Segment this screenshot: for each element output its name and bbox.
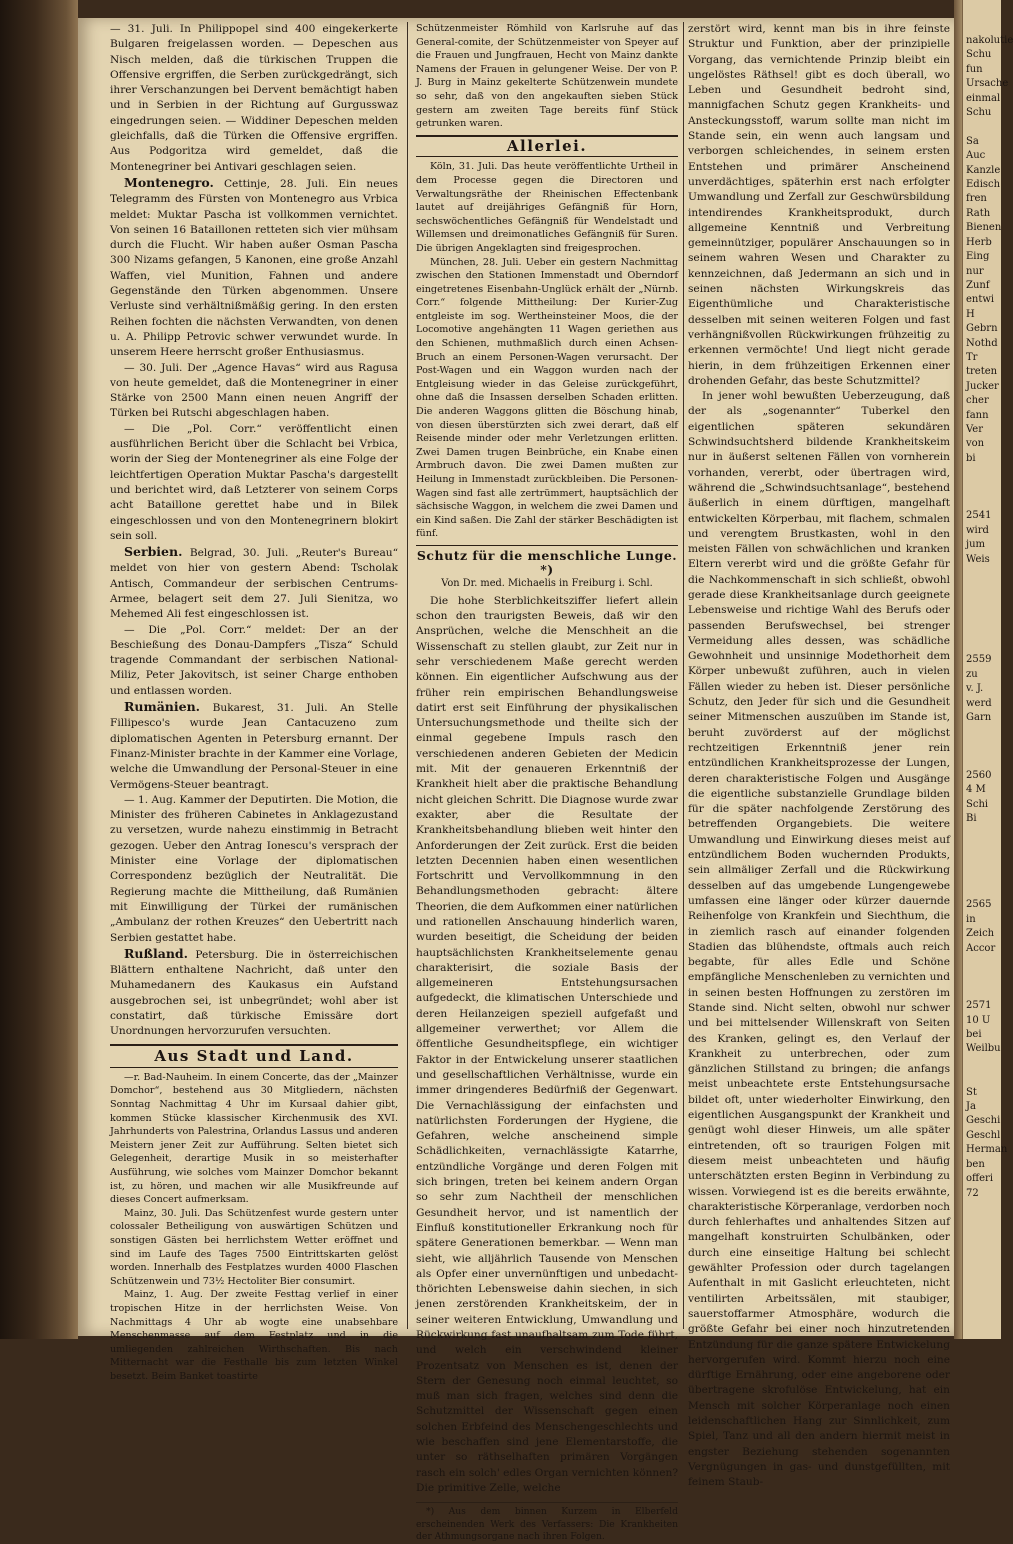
news-paragraph: —r. Bad-Nauheim. In einem Concerte, das der „Mainzer Domchor“, bestehend aus 30 Mitgliedern, nächsten Sonntag Nachmittag 4 Uhr im Kursaal dahier gibt, kommen Stücke klassischer Kirchenmusik des XVI. Jahrhunderts von Palestrina, Orlandus Lassus und anderen Meistern jener Zeit zur Aufführung. Selten bietet sich Gelegenheit, derartige Musik in so meisterhafter Ausführung, wie solches vom Mainzer Domchor bekannt ist, zu hören, und machen wir alle Musikfreunde auf dieses Concert aufmerksam. [110,1071,398,1206]
article-title: Schutz für die menschliche Lunge. *) [416,545,678,576]
footnote: *) Aus dem binnen Kurzem in Elberfeld erscheinenden Werk des Verfassers: Die Krankheiten der Athmungsorgane nach ihren Folgen. [416,1502,678,1544]
next-page-strip [962,0,1013,1339]
next-page-fragment: Geschi [966,1115,1001,1127]
next-page-fragment [963,985,1001,999]
next-page-fragment: Schi [966,798,989,810]
next-page-fragment: 2560 [966,769,992,781]
next-page-fragment: jum [966,539,986,551]
news-paragraph [110,544,398,622]
next-page-fragment [963,855,1001,869]
next-page-fragment: Geschl [966,1129,1001,1141]
news-paragraph [110,946,398,1040]
next-page-fragment: 2559 [966,654,992,666]
next-page-fragment: 2541 [966,510,992,522]
next-page-fragment [963,639,1001,653]
next-page-fragment: Accor [966,942,996,954]
next-page-fragment [963,870,1001,884]
news-paragraph: — Die „Pol. Corr.“ veröffentlicht einen ausführlichen Bericht über die Schlacht bei Vrbica, worin der Sieg der Montenegriner als eine Folge der leichtfertigen Operation Muktar Pascha's dargestellt und berichtet wird, daß Letzterer von seinem Corps acht Bataillone gerettet habe und in Bilek eingeschlossen und von den Montenegrinern blokirt sein soll. [110,422,398,542]
next-page-fragment: Eing [966,251,990,263]
next-page-fragment [963,1071,1001,1085]
next-page-fragment [963,581,1001,595]
next-page-fragment [963,970,1001,984]
section-heading: Allerlei. [416,135,678,158]
next-page-fragment [963,1057,1001,1071]
next-page-fragment: nur [966,265,984,277]
news-paragraph: Mainz, 30. Juli. Das Schützenfest wurde gestern unter colossaler Betheiligung von auswärtigen Schützen und sonstigen Gästen bei herrlichstem Wetter eröffnet und sind im Laufe des Tages 7500 Eintrittskarten gelöst worden. Innerhalb des Festplatzes wurden 4000 Flaschen Schützenwein und 73½ Hectoliter Bier consumirt. [110,1207,398,1287]
next-page-fragment [963,826,1001,840]
next-page-fragment: treten [966,366,998,378]
page-edge [954,0,962,1339]
news-paragraph: Schützenmeister Römhild von Karlsruhe auf das General-comite, der Schützenmeister von Speyer auf die Frauen und Jungfrauen, Hecht von Mainz dankte Namens der Frauen in gelungener Weise. Der von P. J. Burg in Mainz gekelterte Schützenwein mundete so sehr, daß von den angekauften sieben Stück gestern am zweiten Tage bereits fünf Stück getrunken waren. [416,23,678,130]
country-heading: Montenegro. [124,174,214,190]
next-page-fragment: offeri [966,1173,994,1185]
next-page-fragment: Ja [966,1101,976,1113]
next-page-fragment [963,610,1001,624]
country-heading: Rumänien. [124,699,201,715]
next-page-fragment: bei [966,1029,982,1041]
next-page-fragment: Herb [966,236,992,248]
news-paragraph: — Die „Pol. Corr.“ meldet: Der an der Beschießung des Donau-Dampfers „Tisza“ Schuld tragende Commandant der serbischen National-Miliz, Peter Jakovitsch, ist seiner Charge enthoben und entlassen worden. [110,623,398,697]
news-paragraph [110,175,398,361]
next-page-fragment [963,120,1001,134]
next-page-fragment: Jucker [966,380,999,392]
news-paragraph: Mainz, 1. Aug. Der zweite Festtag verlief in einer tropischen Hitze in der herrlichsten Weise. Von Nachmittags 4 Uhr ab wogte eine unabsehbare Menschenmasse auf dem Festplatz und in die umliegenden zahlreichen Wirthschaften. Bis nach Mitternacht war die Festhalle bis zum letzten Winkel besetzt. Beim Banket toastirte [110,1289,398,1382]
article-paragraph: Die hohe Sterblichkeitsziffer liefert allein schon den traurigsten Beweis, daß wir den Ansprüchen, welche die Menschheit an die Wissenschaft zu stellen glaubt, zur Zeit nur in sehr verschiedenem Maße gerecht werden können. Ein eigentlicher Aufschwung aus der früher rein empirischen Behandlungsweise datirt erst seit Einführung der physikalischen Untersuchungsmethode und theilte sich der einmal gegebene Impuls rasch den verschiedenen anderen Gebieten der Medicin mit. Mit der genaueren Erkenntniß der Krankheit hielt aber die praktische Behandlung nicht gleichen Schritt. Die Diagnose wurde zwar exakter, aber die Resultate der Krankheitsbehandlung blieben weit hinter den Anforderungen der Zeit zurück. Erst die beiden letzten Decennien haben einen wesentlichen Fortschritt und Vervollkommnung in den Behandlungsmethoden gebracht: ältere Theorien, die dem Aufkommen einer natürlichen und rationellen Anschauung hinderlich waren, wurden beseitigt, die Scheidung der beiden hauptsächlichsten Krankheitselemente genau charakterisirt, die soziale Basis der allgemeineren Entstehungsursachen aufgedeckt, die klimatischen Unterschiede und deren Heilanzeigen speziell aufgefaßt und allgemeiner verwerthet; vor Allem die öffentliche Gesundheitspflege, ein wichtiger Faktor in der Entwickelung unserer staatlichen und gesellschaftlichen Verhältnisse, wurde ein immer dringenderes Bedürfniß der Gegenwart. Die Vernachlässigung der einfachsten und natürlichsten Forderungen der Hygiene, die Gefahren, welche anscheinend simple Schädlichkeiten, vernachlässigte Katarrhe, entzündliche Vorgänge und deren Folgen mit sich bringen, treten bei keinem andern Organ so sehr zum Nachtheil der menschlichen Gesundheit hervor, und ist namentlich der Einfluß konstitutioneller Erkrankung noch für spätere Generationen bemerkbar. — Wenn man sieht, wie alljährlich Tausende von Menschen als Opfer einer unvernünftigen und unbedacht-thörichten Lebensweise dahin siechen, in sich jenen zerstörenden Krankheitskeim, der in seiner weiteren Entwicklung, Umwandlung und Rückwirkung fast unaufhaltsam zum Tode führt, und welch ein verschwindend kleiner Prozentsatz von Menschen es ist, denen der Stern der Genesung noch einmal leuchtet, so muß man sich fragen, welches sind denn die Schutzmittel der Wissenschaft gegen einen solchen Erbfeind des Menschengeschlechts und wie beschaffen sind jene Elementarstoffe, die unter so räthselhaften primären Vorgängen rasch ein solch' edles Organ vernichten können? Die primitive Zelle, welche [416,594,678,1494]
next-page-fragment [963,956,1001,970]
next-page-fragment: wird [966,524,989,536]
next-page-fragment [963,754,1001,768]
next-page-fragment: Bienen [966,222,1002,234]
next-page-fragment: entwi [966,294,995,306]
next-page-fragment: Ver [966,423,984,435]
article-paragraph: zerstört wird, kennt man bis in ihre feinste Struktur und Funktion, aber der prinzipielle Vorgang, das vernichtende Prinzip bleibt ein ungelöstes Räthsel! gibt es doch überall, wo Leben und Gesundheit bedroht sind, mannigfachen Schutz gegen Krankheits- und Ansteckungsstoff, warum sollte man nicht im Stande sein, ein wenn auch langsam und verborgen schleichendes, in seinem ersten Entstehen und primärer Anscheinend unverdächtiges, späterhin erst nach erfolgter Umwandlung und Zerfall zur Geschwürsbildung intendirendes Krankheitsprodukt, durch allgemeine Kenntniß und Verbreitung gemeinnütziger, populärer Anschauungen so in seinem wahren Wesen und Charakter zu kennzeichnen, daß Jedermann an sich und in seinen nächsten Wirkungskreis das Eigenthümliche und Charakteristische desselben mit seinen weiteren Folgen und fast verhängnißvollen Rückwirkungen frühzeitig zu erkennen vermöchte! Und liegt nicht gerade hierin, in dem frühzeitigen Erkennen einer drohenden Gefahr, das beste Schutzmittel? [688,23,950,387]
next-page-fragment: cher [966,395,989,407]
next-page-fragment: fun [966,63,983,75]
next-page-fragment: Garn [966,712,992,724]
next-page-fragment: fann [966,409,989,421]
news-paragraph: Köln, 31. Juli. Das heute veröffentlichte Urtheil in dem Processe gegen die Directoren und Verwaltungsräthe der Rheinischen Effectenbank lautet auf dreijähriges Gefängniß für Horn, sechswöchentliches Gefängniß für Wendelstadt und Willemsen und dreimonatliches Gefängniß für Suren. Die übrigen Angeklagten sind freigesprochen. [416,161,678,254]
next-page-fragment: Schu [966,107,992,119]
column-2 [416,22,678,1543]
next-page-fragment: Weis [966,553,990,565]
next-page-fragment: Edisch [966,179,1001,191]
next-page-fragment: St [966,1086,977,1098]
next-page-fragment [963,884,1001,898]
next-page-fragment: Herman [966,1144,1008,1156]
column-rule [407,22,408,1329]
next-page-fragment: Kanzle [966,164,1001,176]
next-page-fragment [963,841,1001,855]
column-rule [683,22,684,1329]
next-page-fragment [963,596,1001,610]
next-page-fragment [963,740,1001,754]
next-page-fragment: Zeich [966,928,995,940]
next-page-fragment: zu [966,668,978,680]
next-page-fragment: Sa [966,135,979,147]
next-page-fragment: 2565 [966,899,992,911]
country-heading: Serbien. [124,544,183,560]
article-paragraph: In jener wohl bewußten Ueberzeugung, daß der als „sogenannter“ Tuberkel den eigentlichen späteren sekundären Schwindsuchtsherd bildende Krankheitskeim nur in äußerst seltenen Fällen von vornherein vorhanden, vererbt, oder übertragen wird, während die „Schwindsuchtsanlage“, bestehend äußerlich in einem dürftigen, mangelhaft entwickelten Körperbau, mit flachem, schmalen und verengtem Brustkasten, wohl in den meisten Fällen von schwächlichen und kranken Eltern vererbt wird und die größte Gefahr für die Nachkommenschaft in sich schließt, obwohl gerade diese Krankheitsanlage durch geeignete Lebensweise und richtige Wahl des Berufs oder passenden Berufswechsel, bei strenger Vermeidung alles dessen, was schädliche Gewohnheit und unsinnige Modethorheit dem Körper unbewußt zuführen, auch in vielen Fällen wieder zu heben ist. Dieser persönliche Schutz, den Jeder für sich und die Gesundheit seiner Mitmenschen auszuüben im Stande ist, beruht zuvörderst auf der möglichst rechtzeitigen Erkenntniß jener rein entzündlichen Krankheitsprozesse der Lungen, deren charakteristische Folgen und Ausgänge die eigentliche substanzielle Grundlage bilden für die später nachfolgende Zerstörung des betreffenden Organgebiets. Die weitere Umwandlung und Einwirkung dieses meist auf entzündlichem Boden wuchernden Produkts, sein allmäliger Zerfall und die Rückwirkung desselben auf das umgebende Lungengewebe umfassen eine länger oder kürzer dauernde Reihenfolge von Krankfein und Siechthum, die in ziemlich rasch auf einander folgenden Stadien das blühendste, oftmals auch reich begabte, für alles Edle und Schöne empfängliche Menschenleben zu vernichten und in seinen besten Hoffnungen zu zerstören im Stande sind. Nicht selten, obwohl nur schwer und bei mittelsender Willenskraft von Seiten des Kranken, gelingt es, den Verlauf der Krankheit zu unterbrechen, oder zum gänzlichen Stillstand zu bringen; die anfangs meist unbeachtete erste Entstehungsursache bildet oft, unter wiederholter Einwirkung, den eigentlichen Ausgangspunkt der Krankheit und genügt wohl dieser Hinweis, um alle später eintretenden, oft so traurigen Folgen mit diesem meist unbeachteten und häufig unterschätzten ersten Beginn in Verbindung zu wissen. Vorwiegend ist es die bereits erwähnte, charakteristische Körperanlage, verdorben noch durch fehlerhaftes und anhaltendes Sitzen auf mangelhaft konstruirten Schulbänken, oder durch eine einseitige Haltung bei schlecht gewählter Profession oder durch tagelangen Aufenthalt in mit Gaslicht erleuchteten, nicht ventilirten Arbeitssälen, mit staubiger, sauerstoffarmer Atmosphäre, wodurch die größte Gefahr bei einer noch hinzutretenden Entzündung für die ganze spätere Entwickelung hervorgerufen wird. Kommt hierzu noch eine dürftige Ernährung, oder eine angeborene oder übertragene skrofulöse Entwickelung, hat ein Mensch mit solcher Körperanlage noch einen leidenschaftlichen Hang zur Sinnlichkeit, zum Spiel, Tanz und all den andern hiermit meist in engster Beziehung stehenden sogenannten Vergnügungen in gas- und dunstgefüllten, mit feinem Staub- [688,390,950,1489]
next-page-fragment: Tr [966,351,978,363]
country-heading: Rußland. [124,945,189,961]
next-page-fragment: fren [966,193,987,205]
next-page-fragment: 72 [966,1187,979,1199]
next-page-fragment: 2571 [966,1000,992,1012]
article-byline: Von Dr. med. Michaelis in Freiburg i. Schl. [441,578,653,590]
next-page-fragment [963,481,1001,495]
next-page-fragment: Auc [966,150,986,162]
next-page-fragment: v. J. [966,683,984,695]
next-page-fragment: Bi [966,812,977,824]
next-page-fragment: ben [966,1158,985,1170]
next-page-fragment: Gebrn [966,323,998,335]
next-page-fragment: H [966,308,975,320]
news-text: Bukarest, 31. Juli. An Stelle Fillipesco's wurde Jean Cantacuzeno zum diplomatischen Agenten in Petersburg ernannt. Der Finanz-Minister brachte in der Kammer eine Vorlage, welche die Umwandlung der Personal-Steuer in eine Vermögens-Steuer beantragt. [110,702,398,791]
column-1 [110,22,399,1382]
news-paragraph: München, 28. Juli. Ueber ein gestern Nachmittag zwischen den Stationen Immenstadt und Oberndorf eingetretenes Eisenbahn-Unglück erhält der „Nürnb. Corr.“ folgende Mittheilung: Der Kurier-Zug entgleiste im sog. Wertheinsteiner Moos, die der Locomotive angehängten 11 Wagen geriethen aus den Schienen, muthmaßlich durch einen Achsen-Bruch an einem Personen-Wagen verursacht. Der Post-Wagen und ein Waggon wurden nach der Entgleisung wieder in das Geleise zurückgeführt, ohne daß die Insassen derselben Schaden erlitten. Die anderen Waggons glitten die Böschung hinab, von diesen überstürzten sich zwei derart, daß elf Reisende minder oder mehr Verletzungen erlitten. Zwei Damen trugen Beinbrüche, ein Knabe einen Armbruch davon. Die zwei Damen mußten zur Heilung in Immenstadt zurückbleiben. Die Personen-Wagen sind fast alle zertrümmert, hauptsächlich der sächsische Waggon, in welchem die zwei Damen und ein Kind saßen. Die Zahl der stärker Beschädigten ist fünf. [416,256,678,540]
book-binding [0,0,78,1339]
news-paragraph: — 31. Juli. In Philippopel sind 400 eingekerkerte Bulgaren freigelassen worden. — Depeschen aus Nisch melden, daß die türkischen Truppen die Offensive ergriffen, die Serben zurückgedrängt, sich ihrer Verschanzungen bei Dervent bemächtigt haben und in Serbien in der Richtung auf Gurgusswaz eingedrungen seien. — Widdiner Depeschen melden gleichfalls, daß die Türken die Offensive ergriffen. Aus Podgoritza wird gemeldet, daß die Montenegriner bei Antivari geschlagen seien. [110,23,398,173]
next-page-fragment: Zunf [966,279,990,291]
next-page-fragment [963,567,1001,581]
next-page-fragment: in [966,913,976,925]
next-page-fragment: bi [966,452,976,464]
next-page-fragment: Rath [966,207,991,219]
news-paragraph [110,699,398,793]
next-page-fragment: 10 U [966,1014,991,1026]
section-heading: Aus Stadt und Land. [110,1044,398,1068]
next-page-fragment: werd [966,697,992,709]
news-paragraph: — 1. Aug. Kammer der Deputirten. Die Motion, die Minister des früheren Cabinetes in Anklagezustand zu versetzen, wurde nahezu einstimmig in Betracht gezogen. Ueber den Antrag Ionescu's versprach der Minister eine Vorlage der diplomatischen Correspondenz bezüglich der Neutralität. Die Regierung machte die Mittheilung, daß Rumänien mit Einwilligung der Türkei der rumänischen „Ambulanz der rothen Kreuzes“ den Uebertritt nach Serbien gestattet habe. [110,793,398,944]
news-paragraph: — 30. Juli. Der „Agence Havas“ wird aus Ragusa von heute gemeldet, daß die Montenegriner in einer Stärke von 2500 Mann einen neuen Angriff der Türken bei Rutschi abgeschlagen haben. [110,361,398,420]
next-page-fragment: Weilbu [966,1043,1001,1055]
news-text: Cettinje, 28. Juli. Ein neues Telegramm des Fürsten von Montenegro aus Vrbica meldet: Muktar Pascha ist vollkommen vernichtet. Von seinen 16 Bataillonen retteten sich vier mühsam durch die Flucht. Wir haben außer Osman Pascha 300 Nizams gefangen, 5 Kanonen, eine große Anzahl Waffen, viel Munition, Fahnen und andere Gegenstände den Türken abgenommen. Unsere Verluste sind verhältnißmäßig gering. In den ersten Reihen fochten die nächsten Verwandten, von denen u. A. Philipp Petrovic schwer verwundet wurde. In unserem Heere herrscht großer Enthusiasmus. [110,177,398,359]
news-text: Belgrad, 30. Juli. „Reuter's Bureau“ meldet von hier von gestern Abend: Tscholak Antisch, Commandeur der serbischen Centrums-Armee, belagert seit dem 27. Juli Sienitza, wo Mehemed Ali fest eingeschlossen ist. [110,547,399,621]
next-page-fragments [963,0,1013,1201]
next-page-fragment: von [966,438,985,450]
next-page-fragment [963,466,1001,480]
news-text: Petersburg. Die in österreichischen Blättern enthaltene Nachricht, daß unter den Muhamedanern des Kaukasus ein Aufstand ausgebrochen sei, ist unbegründet; wohl aber ist constatirt, daß türkische Emissäre dort Unordnungen hervorzurufen versuchten. [110,948,398,1038]
next-page-fragment [963,495,1001,509]
next-page-fragment: nakolutie [966,35,1013,46]
next-page-fragment: 4 M [966,784,986,796]
next-page-fragment: Schu [966,49,992,61]
next-page-fragment [963,625,1001,639]
column-3 [688,22,950,1489]
next-page-fragment: Ursache [966,78,1009,90]
next-page-fragment [963,726,1001,740]
next-page-fragment: Nothd [966,337,998,349]
next-page-fragment: einmal [966,92,1001,104]
